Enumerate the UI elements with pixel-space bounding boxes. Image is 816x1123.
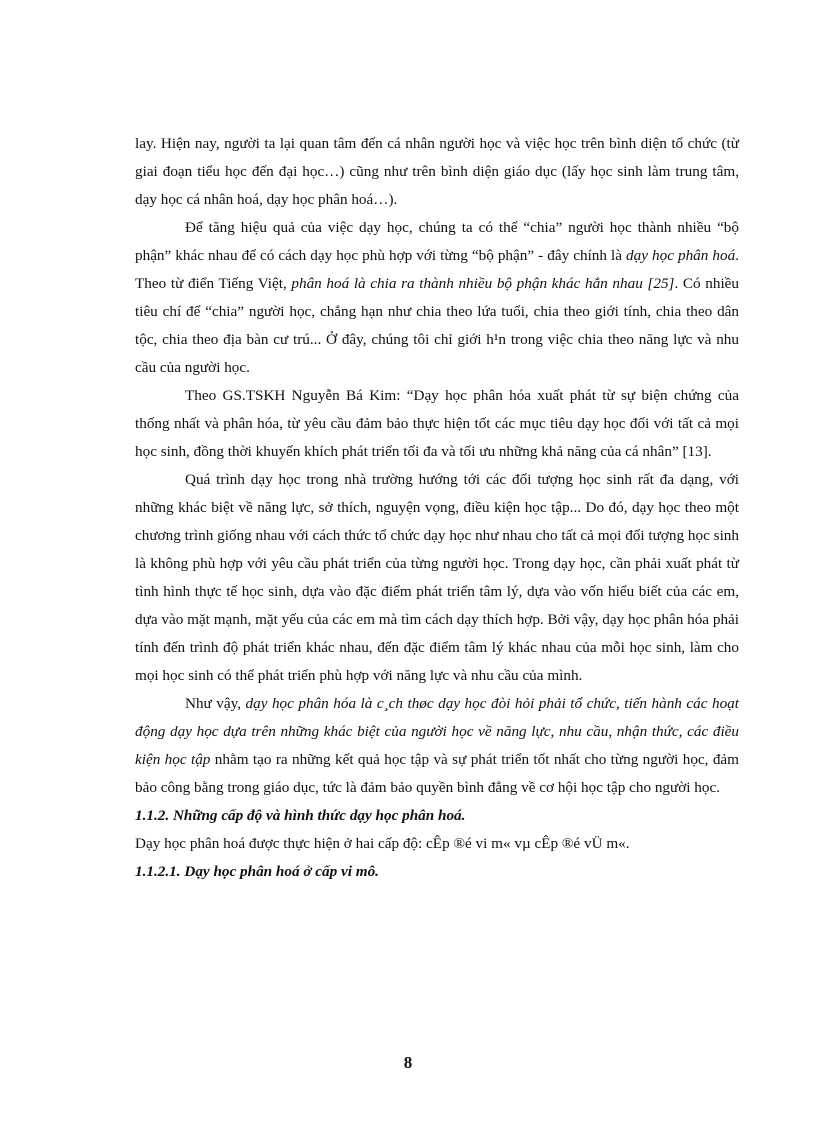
paragraph-2-text-e: . Có nhiều tiêu chí để “chia” người học, chẳng hạn như chia theo lứa tuổi, chia theo giới tính, chia theo dân tộc, chia theo địa bàn cư trú... Ở đây, chúng tôi chỉ giới h¹n trong việc chia theo năng lực và nhu cầu của người học. [135,275,739,376]
paragraph-6: Dạy học phân hoá được thực hiện ở hai cấp độ: cÊp ®é vi m« vµ cÊp ®é vÜ m«. [135,835,630,852]
paragraph-5-text-c: nhằm tạo ra những kết quả học tập và sự phát triển tốt nhất cho từng người học, đảm bảo công bằng trong giáo dục, tức là đảm bảo quyền bình đẳng về cơ hội học tập cho người học. [135,751,739,796]
paragraph-2-text-a: Để tăng hiệu quả của việc dạy học, chúng ta có thể “chia” người học thành nhiều “bộ phận” khác nhau để có cách dạy học phù hợp với từng “bộ phận” - đây chính là [135,219,739,264]
paragraph-3: Theo GS.TSKH Nguyễn Bá Kim: “Dạy học phân hóa xuất phát từ sự biện chứng của thống nhất và phân hóa, từ yêu cầu đảm bảo thực hiện tốt các mục tiêu dạy học đối với tất cả mọi học sinh, đồng thời khuyến khích phát triển tối đa và tối ưu những khả năng của cá nhân” [13]. [135,387,739,460]
paragraph-2-text-c: . Theo từ điển Tiếng Việt, [135,247,739,292]
paragraph-5-text-a: Như vậy, [185,695,246,712]
section-heading-1-1-2: 1.1.2. Những cấp độ và hình thức dạy học phân hoá. [135,807,466,824]
page-body [135,130,739,886]
page-number: 8 [403,1053,413,1072]
paragraph-5 [135,690,739,802]
paragraph-4: Quá trình dạy học trong nhà trường hướng tới các đối tượng học sinh rất đa dạng, với những khác biệt về năng lực, sở thích, nguyện vọng, điều kiện học tập... Do đó, dạy học theo một chương trình giống nhau với cách thức tổ chức dạy học như nhau cho tất cả mọi đối tượng học sinh là không phù hợp với yêu cầu phát triển của từng người học. Trong dạy học, cần phải xuất phát từ tình hình thực tế học sinh, dựa vào đặc điểm phát triển tâm lý, dựa vào vốn hiểu biết của các em, dựa vào mặt mạnh, mặt yếu của các em mà tìm cách dạy thích hợp. Bởi vậy, dạy học phân hóa phải tính đến trình độ phát triển khác nhau, đến đặc điểm tâm lý khác nhau của mỗi học sinh, làm cho mọi học sinh có thể phát triển phù hợp với năng lực và nhu cầu của mình. [135,471,739,684]
paragraph-1: lay. Hiện nay, người ta lại quan tâm đến cá nhân người học và việc học trên bình diện tổ chức (từ giai đoạn tiểu học đến đại học…) cũng như trên bình diện giáo dục (lấy học sinh làm trung tâm, dạy học cá nhân hoá, dạy học phân hoá…). [135,135,739,208]
dictionary-definition: phân hoá là chia ra thành nhiều bộ phận khác hẳn nhau [25] [291,275,675,292]
term-differentiated-teaching: dạy học phân hoá [626,247,736,264]
paragraph-2 [135,214,739,382]
definition-emphasis: dạy học phân hóa là c¸ch thøc dạy học đòi hỏi phải tổ chức, tiến hành các hoạt động dạy học dựa trên những khác biệt của người học về năng lực, nhu cầu, nhận thức, các điều kiện học tập [135,695,739,768]
section-heading-1-1-2-1: 1.1.2.1. Dạy học phân hoá ở cấp vi mô. [135,863,379,880]
